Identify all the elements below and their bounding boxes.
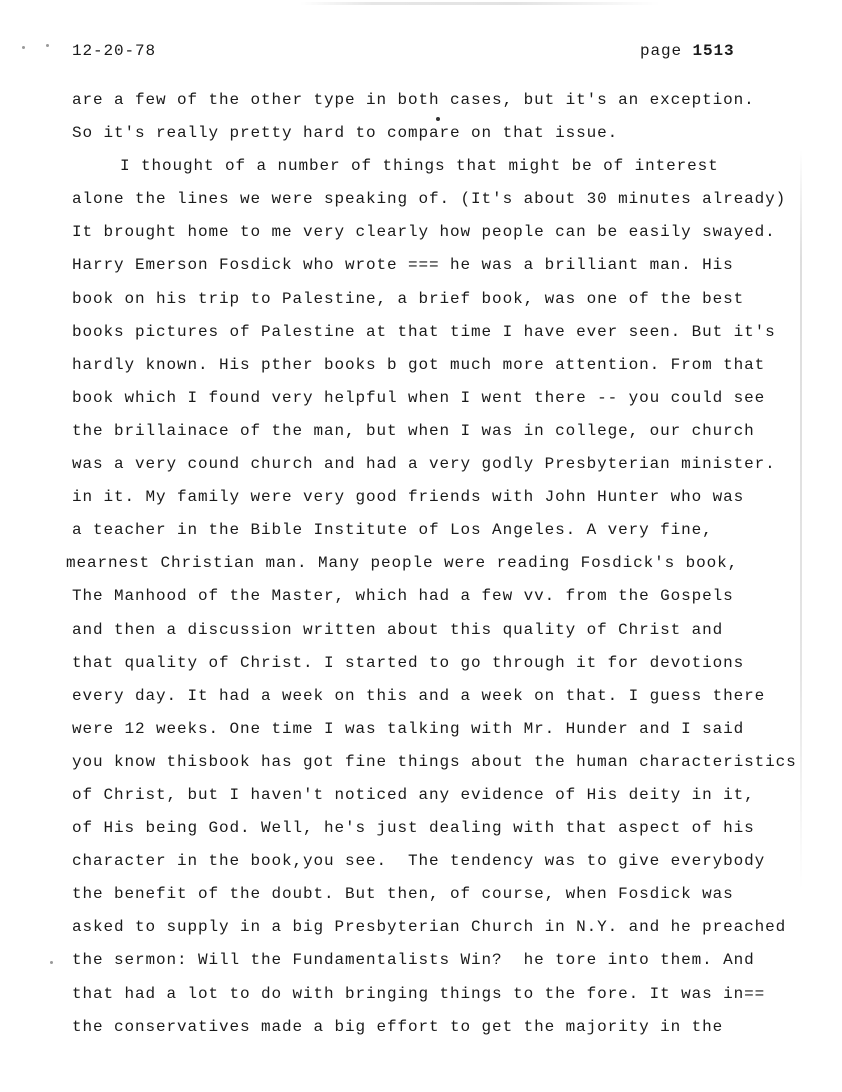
text-line: So it's really pretty hard to compare on that issue. bbox=[72, 124, 619, 143]
text-line: the benefit of the doubt. But then, of course, when Fosdick was bbox=[72, 885, 734, 904]
text-line: I thought of a number of things that might be of interest bbox=[120, 157, 719, 176]
text-line: the brillainace of the man, but when I was in college, our church bbox=[72, 421, 755, 440]
text-line: hardly known. His pther books b got much more attention. From that bbox=[72, 355, 766, 374]
text-line: character in the book,you see. The tendency was to give everybody bbox=[72, 852, 766, 871]
text-line: mearnest Christian man. Many people were reading Fosdick's book, bbox=[66, 554, 739, 573]
text-line: was a very cound church and had a very godly Presbyterian minister. bbox=[72, 455, 776, 474]
text-line: book which I found very helpful when I went there -- you could see bbox=[72, 388, 766, 407]
text-line: the conservatives made a big effort to get the majority in the bbox=[72, 1017, 724, 1036]
page-number: 1513 bbox=[692, 42, 735, 60]
text-line: that had a lot to do with bringing things to the fore. It was in== bbox=[72, 984, 766, 1003]
document-date: 12-20-78 bbox=[72, 42, 157, 60]
text-line: every day. It had a week on this and a week on that. I guess there bbox=[72, 686, 766, 705]
scan-speck bbox=[22, 46, 25, 49]
text-line: alone the lines we were speaking of. (It's about 30 minutes already) bbox=[72, 190, 787, 209]
scan-artifact-top bbox=[300, 2, 660, 5]
text-line: of Christ, but I haven't noticed any evidence of His deity in it, bbox=[72, 785, 755, 804]
scan-speck bbox=[50, 961, 53, 964]
text-line: of His being God. Well, he's just dealing with that aspect of his bbox=[72, 819, 755, 838]
text-line: a teacher in the Bible Institute of Los Angeles. A very fine, bbox=[72, 521, 713, 540]
text-line: the sermon: Will the Fundamentalists Win? he tore into them. And bbox=[72, 951, 755, 970]
text-line: in it. My family were very good friends with John Hunter who was bbox=[72, 488, 745, 507]
text-line: are a few of the other type in both cases, but it's an exception. bbox=[72, 91, 755, 109]
text-line: asked to supply in a big Presbyterian Church in N.Y. and he preached bbox=[72, 918, 787, 937]
text-line: you know thisbook has got fine things about the human characteristics bbox=[72, 752, 797, 771]
text-line: book on his trip to Palestine, a brief book, was one of the best bbox=[72, 289, 745, 308]
scan-speck bbox=[46, 44, 49, 47]
text-line: books pictures of Palestine at that time I have ever seen. But it's bbox=[72, 322, 776, 341]
text-line: and then a discussion written about this quality of Christ and bbox=[72, 620, 724, 639]
page-label: page bbox=[640, 42, 683, 60]
text-line: It brought home to me very clearly how people can be easily swayed. bbox=[72, 223, 776, 242]
page-number-label bbox=[640, 42, 735, 60]
text-line: The Manhood of the Master, which had a few vv. from the Gospels bbox=[72, 587, 734, 606]
transcript-body bbox=[66, 84, 802, 1044]
text-line: were 12 weeks. One time I was talking with Mr. Hunder and I said bbox=[72, 719, 745, 738]
text-line: Harry Emerson Fosdick who wrote === he was a brilliant man. His bbox=[72, 256, 734, 275]
text-line: that quality of Christ. I started to go through it for devotions bbox=[72, 653, 745, 672]
